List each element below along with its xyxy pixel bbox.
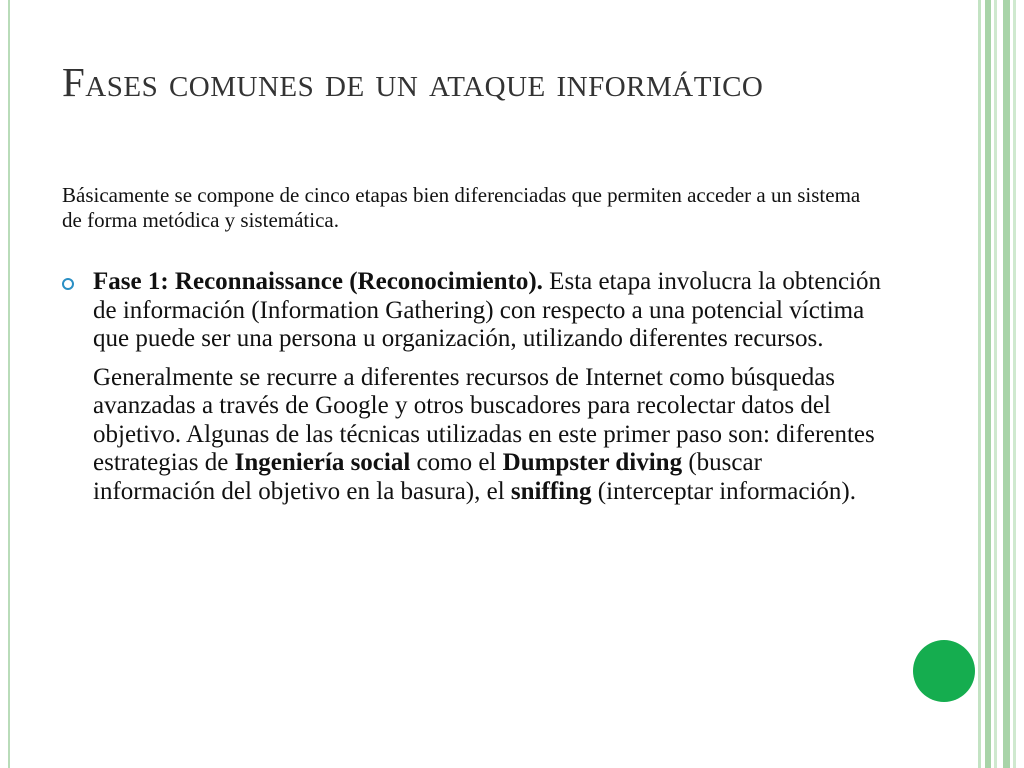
right-decorative-stripe bbox=[978, 0, 981, 768]
bullet-paragraph-1 bbox=[93, 268, 882, 354]
term-social-engineering: Ingeniería social bbox=[234, 449, 411, 476]
bullet-circle-icon bbox=[62, 278, 74, 290]
term-dumpster-diving: Dumpster diving bbox=[502, 449, 683, 476]
slide-title: Fases comunes de un ataque informático bbox=[62, 59, 764, 105]
decorative-green-circle bbox=[913, 640, 975, 702]
paragraph-text: Generalmente se recurre a diferentes recursos de Internet como búsquedas avanzadas a través de Google y otros buscadores para recolectar datos del objetivo. Algunas de las técnicas utilizadas en este primer paso son: diferentes estrategias de bbox=[93, 363, 875, 476]
paragraph-text: como el bbox=[410, 449, 503, 476]
slide-intro: Básicamente se compone de cinco etapas bien diferenciadas que permiten acceder a un sistema de forma metódica y sistemática. bbox=[62, 183, 861, 232]
left-decorative-rule bbox=[8, 0, 10, 768]
phase-heading: Fase 1: Reconnaissance (Reconocimiento). bbox=[93, 268, 543, 295]
term-sniffing: sniffing bbox=[510, 477, 592, 505]
right-decorative-stripe bbox=[985, 0, 991, 768]
paragraph-text: (interceptar información). bbox=[591, 477, 856, 505]
bullet-item bbox=[62, 268, 882, 506]
bullet-paragraph-2 bbox=[93, 364, 882, 507]
paragraph-text: (buscar información del objetivo en la basura), el bbox=[93, 449, 762, 505]
bullet-content bbox=[93, 268, 882, 506]
right-decorative-stripe bbox=[994, 0, 997, 768]
right-decorative-stripe bbox=[1003, 0, 1010, 768]
phase-description: Esta etapa involucra la obtención de información (Information Gathering) con respecto a una potencial víctima que puede ser una persona u organización, utilizando diferentes recursos. bbox=[93, 268, 881, 352]
right-decorative-stripe bbox=[1013, 0, 1016, 768]
